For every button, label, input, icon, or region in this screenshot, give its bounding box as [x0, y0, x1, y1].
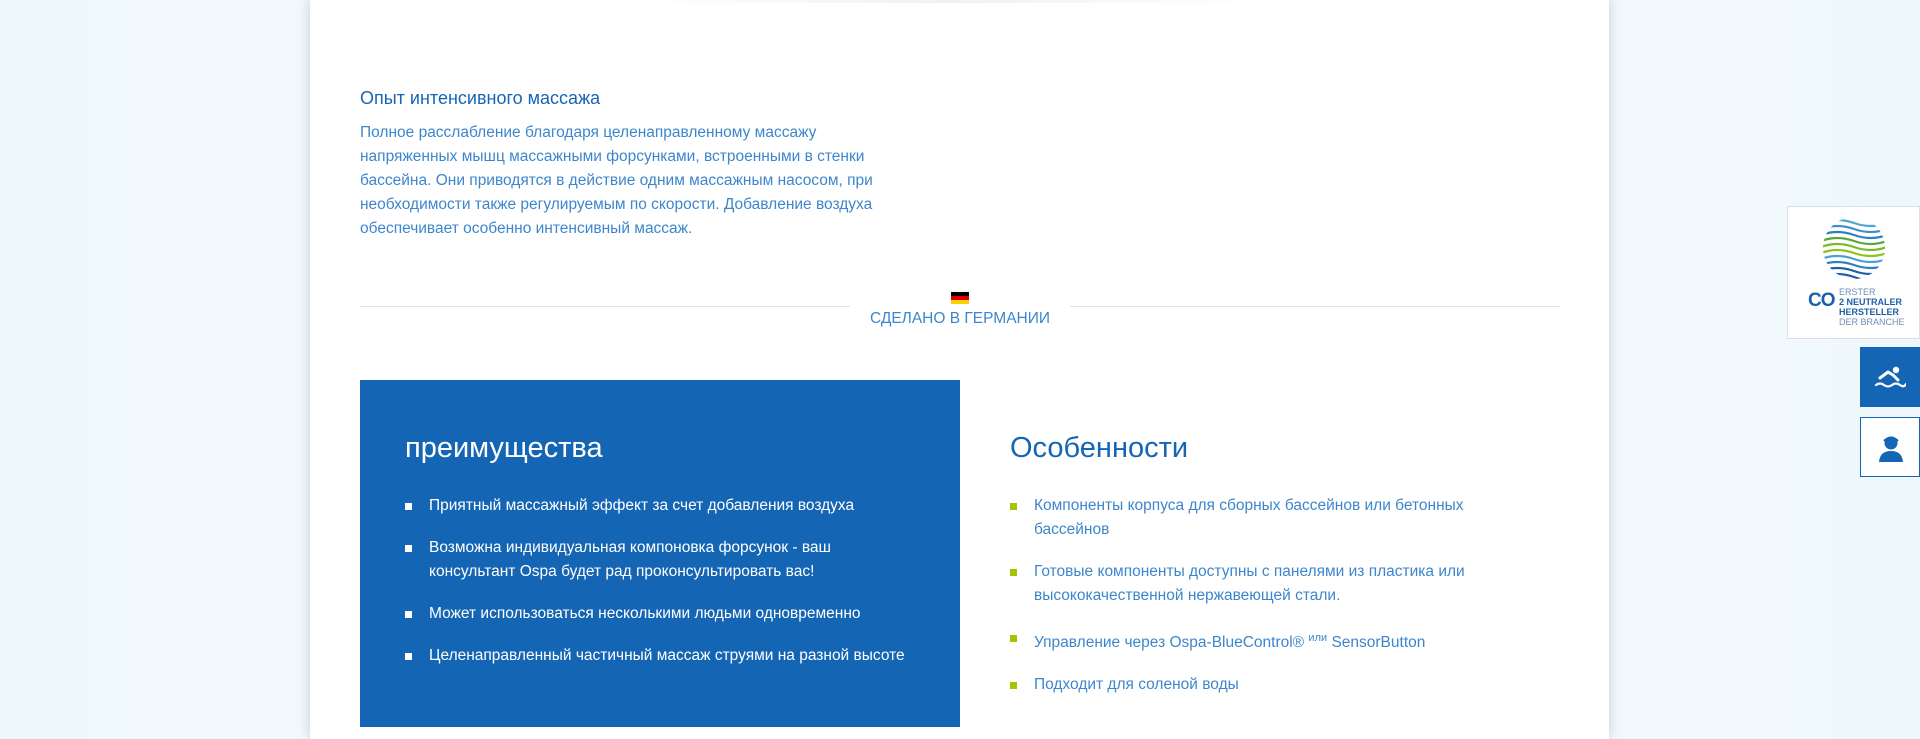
made-in-germany-label: СДЕЛАНО В ГЕРМАНИИ [869, 310, 1051, 327]
contact-person-icon [1875, 432, 1907, 464]
list-item: Возможна индивидуальная компоновка форсунок - ваш консультант Ospa будет рад проконсультировать вас! [405, 536, 905, 584]
features-title: Особенности [1010, 432, 1189, 464]
massage-title: Опыт интенсивного массажа [360, 88, 601, 108]
bullet-square-icon [1010, 569, 1017, 576]
advantages-title: преимущества [405, 432, 603, 464]
advantages-panel [360, 380, 960, 727]
bullet-square-icon [405, 653, 412, 660]
list-item: Готовые компоненты доступны с панелями из пластика или высококачественной нержавеющей стали. [1010, 560, 1530, 608]
divider-line-right [1070, 306, 1560, 307]
contact-button[interactable] [1860, 417, 1920, 477]
co2-label: CO [1808, 290, 1835, 311]
globe-waves-icon [1821, 215, 1887, 281]
content-page [310, 0, 1609, 739]
list-item: Подходит для соленой воды [1010, 673, 1530, 697]
features-list [1010, 494, 1530, 715]
list-item: Управление через Ospa-BlueControl® $^{или}$ SensorButton [1010, 626, 1530, 655]
bullet-square-icon [1010, 503, 1017, 510]
bullet-square-icon [1010, 635, 1017, 642]
co2-neutral-badge[interactable] [1787, 206, 1920, 339]
made-in-germany-divider [360, 290, 1560, 330]
top-divider [630, 0, 1270, 3]
advantages-list [405, 494, 905, 686]
co2-badge-text [1808, 287, 1918, 337]
german-flag-icon [951, 292, 969, 304]
features-panel [1010, 380, 1550, 727]
bullet-square-icon [1010, 682, 1017, 689]
list-item: Может использоваться несколькими людьми одновременно [405, 602, 905, 626]
list-item: Компоненты корпуса для сборных бассейнов или бетонных бассейнов [1010, 494, 1530, 542]
pool-configurator-button[interactable] [1860, 347, 1920, 407]
co2-sub-label: ERSTER 2 NEUTRALER HERSTELLER DER BRANCHE [1839, 287, 1905, 327]
bullet-square-icon [405, 545, 412, 552]
bullet-square-icon [405, 503, 412, 510]
massage-description: Полное расслабление благодаря целенаправленному массажу напряженных мышц массажными форсунками, встроенными в стенки бассейна. Они приводятся в действие одним массажным насосом, при необходимости также регулируемым по скорости. Добавление воздуха обеспечивает особенно интенсивный массаж. [360, 124, 873, 237]
list-item: Приятный массажный эффект за счет добавления воздуха [405, 494, 905, 518]
divider-line-left [360, 306, 850, 307]
swimmer-icon [1874, 361, 1906, 393]
bullet-square-icon [405, 611, 412, 618]
list-item: Целенаправленный частичный массаж струями на разной высоте [405, 644, 905, 668]
